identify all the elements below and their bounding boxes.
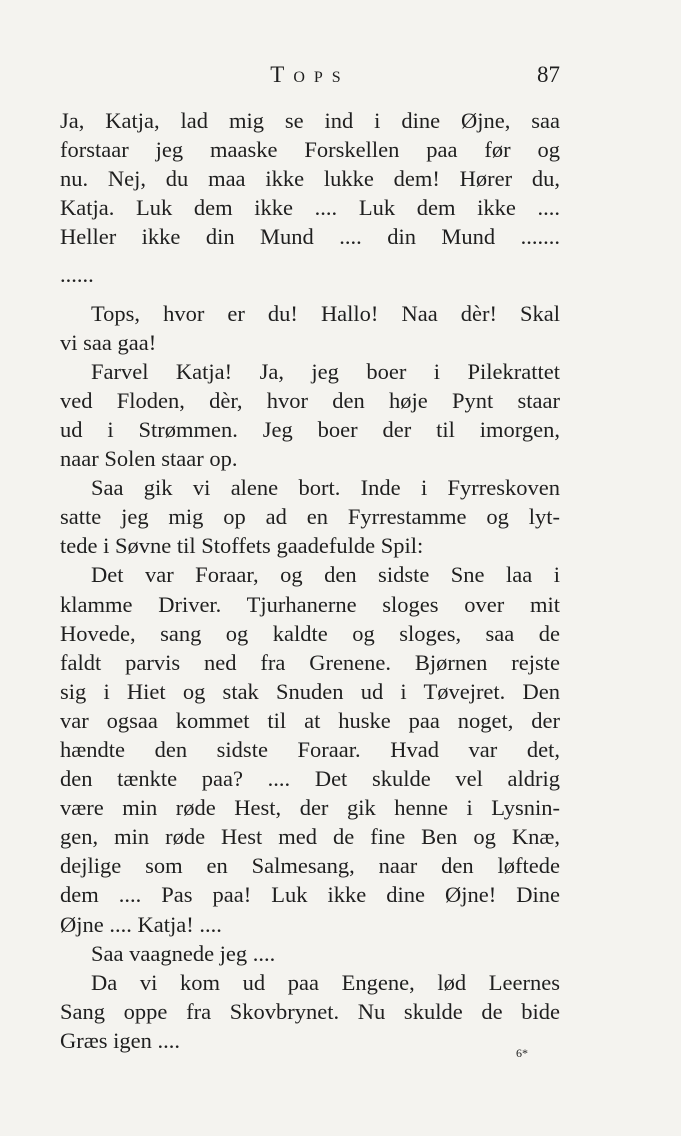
text-line: dem .... Pas paa! Luk ikke dine Øjne! Dine <box>60 882 560 908</box>
running-head <box>60 62 560 92</box>
text-line: ved Floden, dèr, hvor den høje Pynt staar <box>60 387 560 413</box>
text-line: Øjne .... Katja! .... <box>60 911 222 937</box>
text-line: Sang oppe fra Skovbrynet. Nu skulde de bide <box>60 998 560 1024</box>
text-line: Da vi kom ud paa Engene, lød Leernes <box>91 969 560 995</box>
text-line: naar Solen staar op. <box>60 446 238 472</box>
text-line: satte jeg mig op ad en Fyrrestamme og lyt- <box>60 504 560 530</box>
text-line: nu. Nej, du maa ikke lukke dem! Hører du, <box>60 166 560 192</box>
text-line: hændte den sidste Foraar. Hvad var det, <box>60 736 560 762</box>
text-line: Tops, hvor er du! Hallo! Naa dèr! Skal <box>91 300 560 326</box>
running-title: Tops <box>270 62 350 87</box>
text-line: Heller ikke din Mund .... din Mund ....... <box>60 224 560 250</box>
text-line: vi saa gaa! <box>60 329 157 355</box>
text-line: tede i Søvne til Stoffets gaadefulde Spil: <box>60 533 424 559</box>
text-line: dejlige som en Salmesang, naar den løftede <box>60 853 560 879</box>
text-line: ud i Strømmen. Jeg boer der til imorgen, <box>60 416 560 442</box>
text-line: ...... <box>60 262 94 288</box>
text-line: Saa gik vi alene bort. Inde i Fyrreskoven <box>91 475 560 501</box>
text-line: den tænkte paa? .... Det skulde vel aldrig <box>60 766 560 792</box>
signature-mark: 6* <box>516 1046 528 1060</box>
text-line: forstaar jeg maaske Forskellen paa før og <box>60 137 560 163</box>
text-line: være min røde Hest, der gik henne i Lysnin- <box>60 795 560 821</box>
text-line: Ja, Katja, lad mig se ind i dine Øjne, saa <box>60 108 560 133</box>
text-line: faldt parvis ned fra Grenene. Bjørnen rejste <box>60 649 560 675</box>
text-line: gen, min røde Hest med de fine Ben og Knæ, <box>60 824 560 850</box>
page-number: 87 <box>537 62 560 87</box>
text-line: var ogsaa kommet til at huske paa noget, der <box>60 707 560 733</box>
text-line: Saa vaagnede jeg .... <box>91 940 276 966</box>
text-line: Katja. Luk dem ikke .... Luk dem ikke .... <box>60 195 560 221</box>
text-line: Farvel Katja! Ja, jeg boer i Pilekrattet <box>91 358 560 384</box>
body-text <box>60 106 560 1055</box>
text-line: Hovede, sang og kaldte og sloges, saa de <box>60 620 560 646</box>
text-line: Det var Foraar, og den sidste Sne laa i <box>91 562 560 588</box>
text-line: klamme Driver. Tjurhanerne sloges over mit <box>60 591 560 617</box>
text-line: sig i Hiet og stak Snuden ud i Tøvejret. Den <box>60 678 560 704</box>
text-line: Græs igen .... <box>60 1027 180 1053</box>
